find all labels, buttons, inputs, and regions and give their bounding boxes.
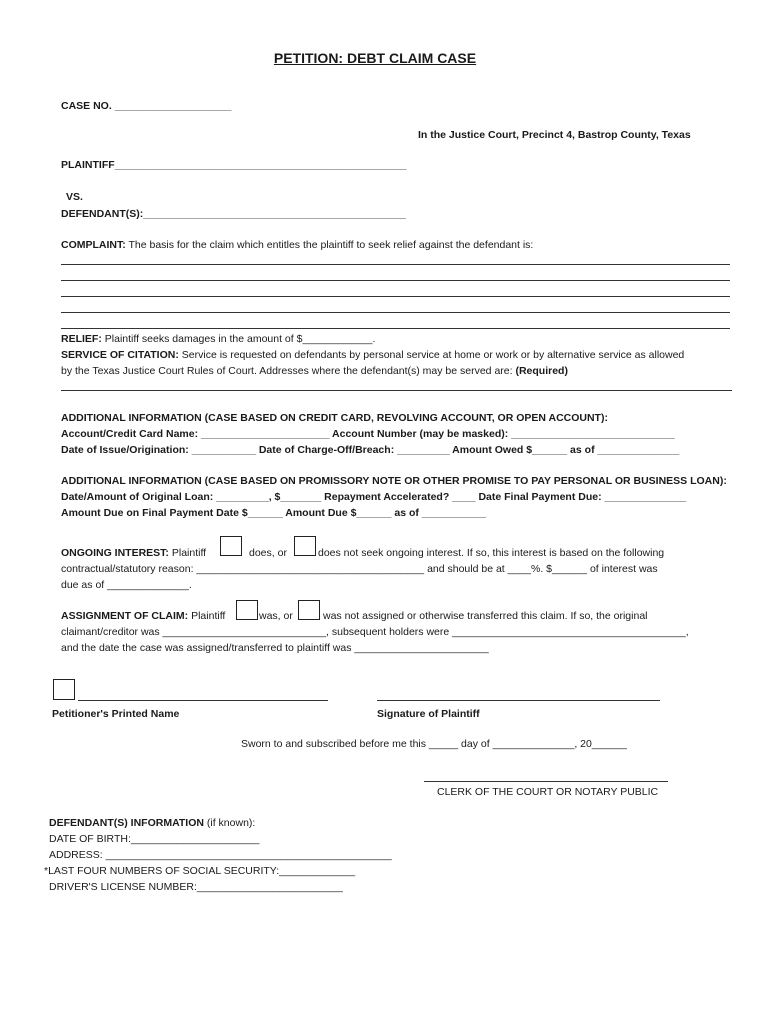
relief-label: RELIEF:: [61, 333, 102, 345]
assignment-line-2[interactable]: claimant/creditor was ____________________________, subsequent holders were ________________________________________,: [61, 626, 689, 638]
assignment-plaintiff: Plaintiff: [191, 610, 226, 622]
assignment-was: was, or: [259, 610, 293, 622]
interest-does: does, or: [249, 547, 287, 559]
complaint-blank-line[interactable]: [61, 328, 730, 329]
service-address-line[interactable]: [61, 390, 732, 391]
loan-line-2[interactable]: Amount Due on Final Payment Date $______ Amount Due $______ as of ___________: [61, 507, 487, 519]
loan-line-1[interactable]: Date/Amount of Original Loan: _________, $_______ Repayment Accelerated? ____ Date Final Payment Due: ______________: [61, 491, 687, 503]
interest-label-line: [61, 546, 206, 560]
credit-line-2[interactable]: Date of Issue/Origination: ___________ Date of Charge-Off/Breach: _________ Amount Owed $______ as of ______________: [61, 444, 680, 456]
complaint-blank-line[interactable]: [61, 264, 730, 265]
defendant-info-heading: DEFENDANT(S) INFORMATION: [49, 817, 204, 829]
service-line-2: [61, 364, 568, 378]
interest-label: ONGOING INTEREST:: [61, 547, 169, 559]
signature-line[interactable]: [377, 700, 660, 701]
assignment-label-line: [61, 609, 225, 623]
court-name: In the Justice Court, Precinct 4, Bastrop County, Texas: [418, 129, 691, 141]
complaint-blank-line[interactable]: [61, 312, 730, 313]
form-title: PETITION: DEBT CLAIM CASE: [273, 50, 477, 66]
sworn-statement[interactable]: Sworn to and subscribed before me this _____ day of ______________, 20______: [241, 738, 627, 750]
loan-heading: ADDITIONAL INFORMATION (CASE BASED ON PROMISSORY NOTE OR OTHER PROMISE TO PAY PERSONAL OR BUSINESS LOAN):: [61, 475, 727, 487]
relief-text: Plaintiff seeks damages in the amount of $____________.: [104, 333, 376, 345]
printed-name-line[interactable]: [78, 700, 328, 701]
relief-line: [61, 332, 375, 346]
defendant-info-heading-line: [49, 816, 255, 830]
ssn-field[interactable]: *LAST FOUR NUMBERS OF SOCIAL SECURITY:_____________: [44, 865, 356, 877]
complaint-text: The basis for the claim which entitles the plaintiff to seek relief against the defendant is:: [128, 239, 534, 251]
service-line-1: [61, 348, 684, 362]
assignment-was-checkbox[interactable]: [236, 600, 258, 620]
assignment-was-not: was not assigned or otherwise transferred this claim. If so, the original: [323, 610, 648, 622]
complaint-line: [61, 238, 533, 252]
assignment-line-3[interactable]: and the date the case was assigned/transferred to plaintiff was _______________________: [61, 642, 489, 654]
address-field[interactable]: ADDRESS: _________________________________________________: [49, 849, 392, 861]
service-text-1: Service is requested on defendants by personal service at home or work or by alternative service as allowed: [181, 349, 685, 361]
drivers-license-field[interactable]: DRIVER'S LICENSE NUMBER:_________________________: [49, 881, 343, 893]
versus-label: VS.: [66, 191, 83, 203]
credit-line-1[interactable]: Account/Credit Card Name: ______________________ Account Number (may be masked): ____________________________: [61, 428, 675, 440]
assignment-was-not-checkbox[interactable]: [298, 600, 320, 620]
clerk-label: CLERK OF THE COURT OR NOTARY PUBLIC: [437, 786, 659, 798]
complaint-blank-line[interactable]: [61, 296, 730, 297]
interest-does-not: does not seek ongoing interest. If so, this interest is based on the following: [318, 547, 665, 559]
interest-line-2[interactable]: contractual/statutory reason: _______________________________________ and should be at ____%. $______ of interest was: [61, 563, 658, 575]
dob-field[interactable]: DATE OF BIRTH:______________________: [49, 833, 260, 845]
plaintiff-field[interactable]: PLAINTIFF__________________________________________________: [61, 159, 407, 171]
complaint-label: COMPLAINT:: [61, 239, 126, 251]
signature-label: Signature of Plaintiff: [377, 708, 480, 720]
service-text-2: by the Texas Justice Court Rules of Court. Addresses where the defendant(s) may be served are:: [61, 365, 513, 377]
service-label: SERVICE OF CITATION:: [61, 349, 179, 361]
assignment-label: ASSIGNMENT OF CLAIM:: [61, 610, 189, 622]
clerk-signature-line[interactable]: [424, 781, 668, 782]
interest-plaintiff: Plaintiff: [171, 547, 207, 559]
credit-heading: ADDITIONAL INFORMATION (CASE BASED ON CREDIT CARD, REVOLVING ACCOUNT, OR OPEN ACCOUNT):: [61, 412, 608, 424]
complaint-blank-line[interactable]: [61, 280, 730, 281]
printed-name-label: Petitioner's Printed Name: [52, 708, 180, 720]
interest-does-not-checkbox[interactable]: [294, 536, 316, 556]
interest-line-3[interactable]: due as of ______________.: [61, 579, 192, 591]
case-number-field[interactable]: CASE NO. ____________________: [61, 100, 232, 112]
interest-does-checkbox[interactable]: [220, 536, 242, 556]
petitioner-checkbox[interactable]: [53, 679, 75, 700]
defendant-info-if-known: (if known):: [206, 817, 256, 829]
required-label: (Required): [515, 365, 568, 377]
defendant-field[interactable]: DEFENDANT(S):_____________________________________________: [61, 208, 407, 220]
